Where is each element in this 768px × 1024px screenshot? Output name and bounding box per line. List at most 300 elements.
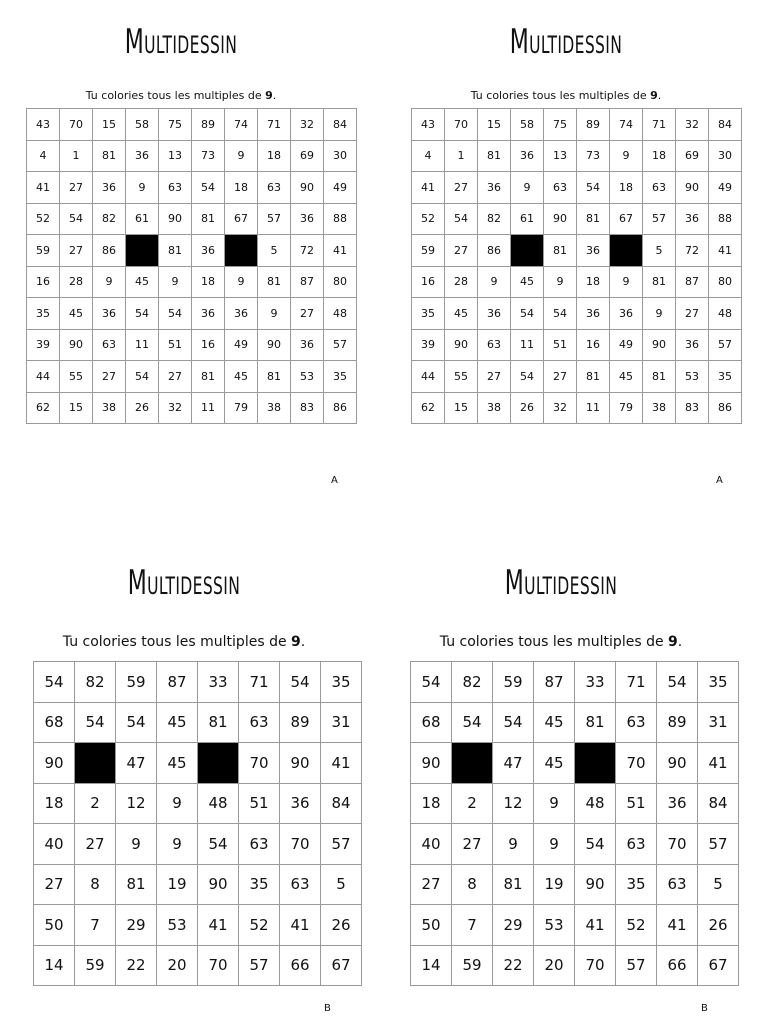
- grid-cell: 81: [258, 266, 291, 298]
- grid-cell: 54: [34, 662, 75, 703]
- grid-row: [412, 266, 742, 298]
- worksheet-title: Multidessin: [127, 563, 241, 603]
- grid-row: [27, 392, 357, 424]
- grid-cell: 9: [610, 266, 643, 298]
- grid-cell: 29: [493, 905, 534, 946]
- grid-cell: 49: [225, 329, 258, 361]
- grid-cell: 81: [116, 864, 157, 905]
- grid-cell: 47: [493, 743, 534, 784]
- grid-cell: 43: [27, 109, 60, 141]
- grid-cell: 89: [192, 109, 225, 141]
- grid-cell: 39: [27, 329, 60, 361]
- grid-row: [412, 392, 742, 424]
- grid-cell: 82: [75, 662, 116, 703]
- grid-cell: 29: [116, 905, 157, 946]
- grid-cell: 4: [27, 140, 60, 172]
- grid-cell: 45: [534, 702, 575, 743]
- number-grid: [26, 108, 357, 424]
- grid-cell-black: [452, 743, 493, 784]
- grid-cell: 88: [324, 203, 357, 235]
- grid-cell: 22: [116, 945, 157, 986]
- grid-row: [27, 235, 357, 267]
- grid-cell: 63: [616, 824, 657, 865]
- grid-cell: 27: [452, 824, 493, 865]
- grid-cell: 54: [493, 702, 534, 743]
- grid-cell: 55: [445, 361, 478, 393]
- grid-cell: 30: [709, 140, 742, 172]
- grid-cell: 45: [126, 266, 159, 298]
- grid-cell: 83: [676, 392, 709, 424]
- grid-cell: 54: [126, 298, 159, 330]
- grid-cell: 63: [159, 172, 192, 204]
- worksheet-bottom-left: [16, 543, 352, 1013]
- grid-cell: 54: [411, 662, 452, 703]
- grid-cell: 51: [159, 329, 192, 361]
- grid-cell: 81: [577, 361, 610, 393]
- grid-cell: 63: [239, 702, 280, 743]
- grid-cell: 9: [93, 266, 126, 298]
- grid-cell: 38: [93, 392, 126, 424]
- grid-cell: 26: [126, 392, 159, 424]
- grid-cell: 59: [116, 662, 157, 703]
- grid-cell: 36: [676, 329, 709, 361]
- grid-cell: 63: [478, 329, 511, 361]
- grid-row: [34, 905, 362, 946]
- grid-cell: 57: [709, 329, 742, 361]
- grid-cell: 90: [544, 203, 577, 235]
- grid-cell: 71: [616, 662, 657, 703]
- grid-cell: 90: [198, 864, 239, 905]
- grid-cell: 63: [280, 864, 321, 905]
- grid-cell: 51: [544, 329, 577, 361]
- grid-cell: 32: [676, 109, 709, 141]
- grid-cell: 81: [198, 702, 239, 743]
- grid-row: [27, 203, 357, 235]
- grid-cell: 86: [478, 235, 511, 267]
- grid-row: [34, 824, 362, 865]
- number-grid: [410, 661, 739, 986]
- grid-cell: 27: [34, 864, 75, 905]
- grid-cell: 71: [643, 109, 676, 141]
- grid-cell: 71: [258, 109, 291, 141]
- grid-row: [34, 743, 362, 784]
- grid-cell: 63: [544, 172, 577, 204]
- grid-cell: 18: [610, 172, 643, 204]
- grid-cell: 32: [291, 109, 324, 141]
- grid-cell: 57: [698, 824, 739, 865]
- sheet-mark: B: [701, 1003, 708, 1014]
- grid-row: [34, 864, 362, 905]
- grid-row: [412, 235, 742, 267]
- grid-cell: 70: [60, 109, 93, 141]
- grid-cell-black: [75, 743, 116, 784]
- grid-cell: 49: [324, 172, 357, 204]
- grid-cell: 45: [157, 702, 198, 743]
- grid-cell: 63: [93, 329, 126, 361]
- grid-cell: 90: [676, 172, 709, 204]
- grid-cell: 31: [698, 702, 739, 743]
- grid-cell: 45: [60, 298, 93, 330]
- grid-cell: 81: [192, 203, 225, 235]
- grid-cell: 27: [445, 235, 478, 267]
- grid-row: [412, 140, 742, 172]
- grid-cell: 54: [60, 203, 93, 235]
- grid-cell: 81: [575, 702, 616, 743]
- grid-cell-black: [511, 235, 544, 267]
- grid-cell: 48: [198, 783, 239, 824]
- grid-cell: 86: [93, 235, 126, 267]
- grid-cell: 12: [116, 783, 157, 824]
- grid-cell: 4: [412, 140, 445, 172]
- grid-cell: 50: [34, 905, 75, 946]
- grid-cell: 90: [280, 743, 321, 784]
- grid-cell: 9: [116, 824, 157, 865]
- grid-cell: 28: [60, 266, 93, 298]
- grid-row: [34, 945, 362, 986]
- grid-cell: 8: [75, 864, 116, 905]
- grid-cell: 7: [75, 905, 116, 946]
- grid-cell: 27: [60, 235, 93, 267]
- instruction: Tu colories tous les multiples de 9.: [439, 634, 683, 650]
- grid-cell: 1: [60, 140, 93, 172]
- grid-cell: 33: [198, 662, 239, 703]
- grid-cell: 62: [27, 392, 60, 424]
- grid-cell: 14: [411, 945, 452, 986]
- grid-cell: 81: [93, 140, 126, 172]
- grid-cell: 87: [676, 266, 709, 298]
- grid-cell: 79: [610, 392, 643, 424]
- grid-cell: 54: [116, 702, 157, 743]
- grid-cell: 81: [192, 361, 225, 393]
- grid-cell: 31: [321, 702, 362, 743]
- grid-cell: 5: [321, 864, 362, 905]
- grid-cell: 32: [544, 392, 577, 424]
- grid-cell: 81: [643, 266, 676, 298]
- grid-cell: 18: [411, 783, 452, 824]
- grid-cell: 7: [452, 905, 493, 946]
- grid-row: [27, 298, 357, 330]
- grid-cell: 70: [280, 824, 321, 865]
- grid-cell: 20: [534, 945, 575, 986]
- grid-cell: 9: [534, 824, 575, 865]
- grid-cell: 11: [192, 392, 225, 424]
- grid-cell: 15: [93, 109, 126, 141]
- grid-cell: 84: [698, 783, 739, 824]
- grid-cell: 45: [511, 266, 544, 298]
- grid-cell: 48: [575, 783, 616, 824]
- grid-row: [27, 361, 357, 393]
- grid-cell: 66: [280, 945, 321, 986]
- grid-cell: 11: [577, 392, 610, 424]
- grid-cell: 84: [324, 109, 357, 141]
- grid-cell: 90: [445, 329, 478, 361]
- grid-cell: 83: [291, 392, 324, 424]
- grid-cell: 67: [610, 203, 643, 235]
- grid-cell: 54: [159, 298, 192, 330]
- grid-cell: 82: [452, 662, 493, 703]
- grid-cell: 9: [643, 298, 676, 330]
- grid-cell: 75: [544, 109, 577, 141]
- grid-cell: 68: [34, 702, 75, 743]
- grid-cell: 36: [657, 783, 698, 824]
- grid-cell: 54: [192, 172, 225, 204]
- grid-cell: 5: [698, 864, 739, 905]
- grid-cell: 35: [321, 662, 362, 703]
- grid-row: [411, 783, 739, 824]
- grid-cell: 54: [198, 824, 239, 865]
- grid-cell: 14: [34, 945, 75, 986]
- grid-cell: 27: [411, 864, 452, 905]
- grid-cell: 16: [192, 329, 225, 361]
- grid-cell: 59: [75, 945, 116, 986]
- grid-cell: 48: [324, 298, 357, 330]
- grid-cell: 27: [75, 824, 116, 865]
- grid-cell: 9: [225, 266, 258, 298]
- grid-cell: 81: [159, 235, 192, 267]
- grid-cell: 11: [126, 329, 159, 361]
- grid-cell: 19: [157, 864, 198, 905]
- grid-cell: 88: [709, 203, 742, 235]
- grid-row: [412, 298, 742, 330]
- grid-cell: 57: [321, 824, 362, 865]
- grid-cell: 41: [698, 743, 739, 784]
- grid-cell: 32: [159, 392, 192, 424]
- grid-cell-black: [126, 235, 159, 267]
- grid-cell: 89: [280, 702, 321, 743]
- instruction: Tu colories tous les multiples de 9.: [470, 89, 662, 102]
- grid-cell: 59: [27, 235, 60, 267]
- grid-cell: 69: [291, 140, 324, 172]
- grid-cell: 28: [445, 266, 478, 298]
- grid-cell: 63: [239, 824, 280, 865]
- grid-cell: 70: [575, 945, 616, 986]
- grid-cell: 27: [291, 298, 324, 330]
- grid-cell: 81: [577, 203, 610, 235]
- grid-row: [411, 662, 739, 703]
- grid-cell: 36: [478, 298, 511, 330]
- grid-cell: 90: [291, 172, 324, 204]
- grid-cell: 86: [709, 392, 742, 424]
- grid-row: [34, 662, 362, 703]
- grid-cell: 55: [60, 361, 93, 393]
- grid-cell: 36: [478, 172, 511, 204]
- grid-cell: 35: [324, 361, 357, 393]
- grid-cell: 41: [657, 905, 698, 946]
- grid-cell: 36: [291, 329, 324, 361]
- grid-cell: 54: [452, 702, 493, 743]
- grid-cell: 44: [27, 361, 60, 393]
- grid-cell: 18: [34, 783, 75, 824]
- grid-cell: 52: [27, 203, 60, 235]
- grid-cell: 73: [192, 140, 225, 172]
- grid-cell: 40: [411, 824, 452, 865]
- grid-cell: 87: [534, 662, 575, 703]
- grid-cell: 90: [575, 864, 616, 905]
- grid-cell: 53: [534, 905, 575, 946]
- grid-cell: 59: [493, 662, 534, 703]
- grid-cell: 80: [709, 266, 742, 298]
- grid-cell: 89: [577, 109, 610, 141]
- grid-cell: 52: [412, 203, 445, 235]
- grid-cell: 57: [643, 203, 676, 235]
- grid-cell: 67: [225, 203, 258, 235]
- grid-cell: 41: [324, 235, 357, 267]
- grid-cell: 45: [610, 361, 643, 393]
- grid-row: [34, 702, 362, 743]
- grid-cell: 86: [324, 392, 357, 424]
- grid-row: [27, 172, 357, 204]
- grid-row: [411, 945, 739, 986]
- grid-cell: 38: [478, 392, 511, 424]
- grid-cell: 89: [657, 702, 698, 743]
- grid-cell: 27: [478, 361, 511, 393]
- sheet-mark: A: [716, 475, 723, 486]
- grid-cell: 18: [643, 140, 676, 172]
- grid-cell: 12: [493, 783, 534, 824]
- grid-cell: 82: [478, 203, 511, 235]
- grid-cell: 26: [511, 392, 544, 424]
- grid-cell: 71: [239, 662, 280, 703]
- grid-cell: 81: [478, 140, 511, 172]
- grid-cell: 74: [225, 109, 258, 141]
- number-grid: [411, 108, 742, 424]
- grid-cell: 84: [709, 109, 742, 141]
- grid-cell: 36: [577, 298, 610, 330]
- grid-cell: 57: [239, 945, 280, 986]
- grid-cell: 22: [493, 945, 534, 986]
- grid-cell: 36: [93, 172, 126, 204]
- worksheet-top-left: [16, 0, 346, 500]
- grid-cell: 61: [511, 203, 544, 235]
- grid-cell: 52: [239, 905, 280, 946]
- grid-row: [412, 172, 742, 204]
- grid-cell: 49: [709, 172, 742, 204]
- grid-cell: 11: [511, 329, 544, 361]
- instruction: Tu colories tous les multiples de 9.: [62, 634, 306, 650]
- grid-cell: 16: [27, 266, 60, 298]
- grid-cell: 18: [225, 172, 258, 204]
- grid-cell: 70: [616, 743, 657, 784]
- grid-cell: 9: [534, 783, 575, 824]
- grid-cell: 66: [657, 945, 698, 986]
- grid-cell: 36: [192, 235, 225, 267]
- grid-cell: 5: [258, 235, 291, 267]
- grid-cell: 20: [157, 945, 198, 986]
- grid-cell: 81: [643, 361, 676, 393]
- grid-cell-black: [575, 743, 616, 784]
- grid-cell: 70: [239, 743, 280, 784]
- grid-cell: 43: [412, 109, 445, 141]
- grid-cell: 13: [544, 140, 577, 172]
- grid-row: [412, 361, 742, 393]
- grid-cell: 70: [445, 109, 478, 141]
- grid-cell: 87: [291, 266, 324, 298]
- grid-cell: 81: [493, 864, 534, 905]
- grid-cell: 79: [225, 392, 258, 424]
- grid-cell: 90: [258, 329, 291, 361]
- grid-cell: 90: [411, 743, 452, 784]
- grid-cell: 18: [577, 266, 610, 298]
- grid-cell: 2: [452, 783, 493, 824]
- grid-cell: 54: [577, 172, 610, 204]
- grid-cell: 67: [698, 945, 739, 986]
- grid-cell: 52: [616, 905, 657, 946]
- grid-cell: 90: [34, 743, 75, 784]
- grid-cell: 81: [544, 235, 577, 267]
- grid-cell: 57: [616, 945, 657, 986]
- sheet-mark: B: [324, 1003, 331, 1014]
- grid-cell: 41: [575, 905, 616, 946]
- grid-cell: 90: [643, 329, 676, 361]
- grid-cell: 16: [412, 266, 445, 298]
- grid-cell: 36: [676, 203, 709, 235]
- grid-cell: 50: [411, 905, 452, 946]
- grid-cell: 51: [239, 783, 280, 824]
- grid-cell: 9: [157, 824, 198, 865]
- grid-cell: 41: [27, 172, 60, 204]
- grid-cell: 59: [412, 235, 445, 267]
- grid-cell: 62: [412, 392, 445, 424]
- number-grid: [33, 661, 362, 986]
- grid-cell: 57: [258, 203, 291, 235]
- grid-cell: 30: [324, 140, 357, 172]
- grid-cell: 63: [616, 702, 657, 743]
- grid-cell: 47: [116, 743, 157, 784]
- grid-cell: 2: [75, 783, 116, 824]
- grid-cell: 70: [657, 824, 698, 865]
- grid-cell: 49: [610, 329, 643, 361]
- grid-cell: 54: [511, 361, 544, 393]
- grid-cell: 35: [412, 298, 445, 330]
- grid-cell: 57: [324, 329, 357, 361]
- grid-cell: 27: [60, 172, 93, 204]
- grid-cell: 41: [198, 905, 239, 946]
- grid-cell-black: [225, 235, 258, 267]
- grid-cell: 82: [93, 203, 126, 235]
- grid-cell: 53: [157, 905, 198, 946]
- grid-row: [411, 702, 739, 743]
- grid-cell: 36: [577, 235, 610, 267]
- grid-cell: 15: [445, 392, 478, 424]
- grid-cell: 8: [452, 864, 493, 905]
- grid-cell: 9: [258, 298, 291, 330]
- grid-cell: 69: [676, 140, 709, 172]
- sheet-mark: A: [331, 475, 338, 486]
- grid-cell: 75: [159, 109, 192, 141]
- grid-cell: 27: [445, 172, 478, 204]
- grid-cell: 16: [577, 329, 610, 361]
- grid-cell: 9: [159, 266, 192, 298]
- grid-cell: 36: [291, 203, 324, 235]
- grid-cell: 54: [445, 203, 478, 235]
- grid-cell: 63: [643, 172, 676, 204]
- grid-cell: 63: [657, 864, 698, 905]
- grid-cell: 58: [126, 109, 159, 141]
- grid-cell: 45: [445, 298, 478, 330]
- grid-cell: 9: [126, 172, 159, 204]
- grid-cell: 72: [291, 235, 324, 267]
- grid-cell: 41: [280, 905, 321, 946]
- grid-row: [412, 109, 742, 141]
- worksheet-top-right: [401, 0, 731, 500]
- grid-cell: 38: [643, 392, 676, 424]
- grid-cell: 9: [478, 266, 511, 298]
- grid-cell: 73: [577, 140, 610, 172]
- grid-cell: 9: [511, 172, 544, 204]
- grid-cell: 72: [676, 235, 709, 267]
- instruction: Tu colories tous les multiples de 9.: [85, 89, 277, 102]
- grid-cell: 54: [575, 824, 616, 865]
